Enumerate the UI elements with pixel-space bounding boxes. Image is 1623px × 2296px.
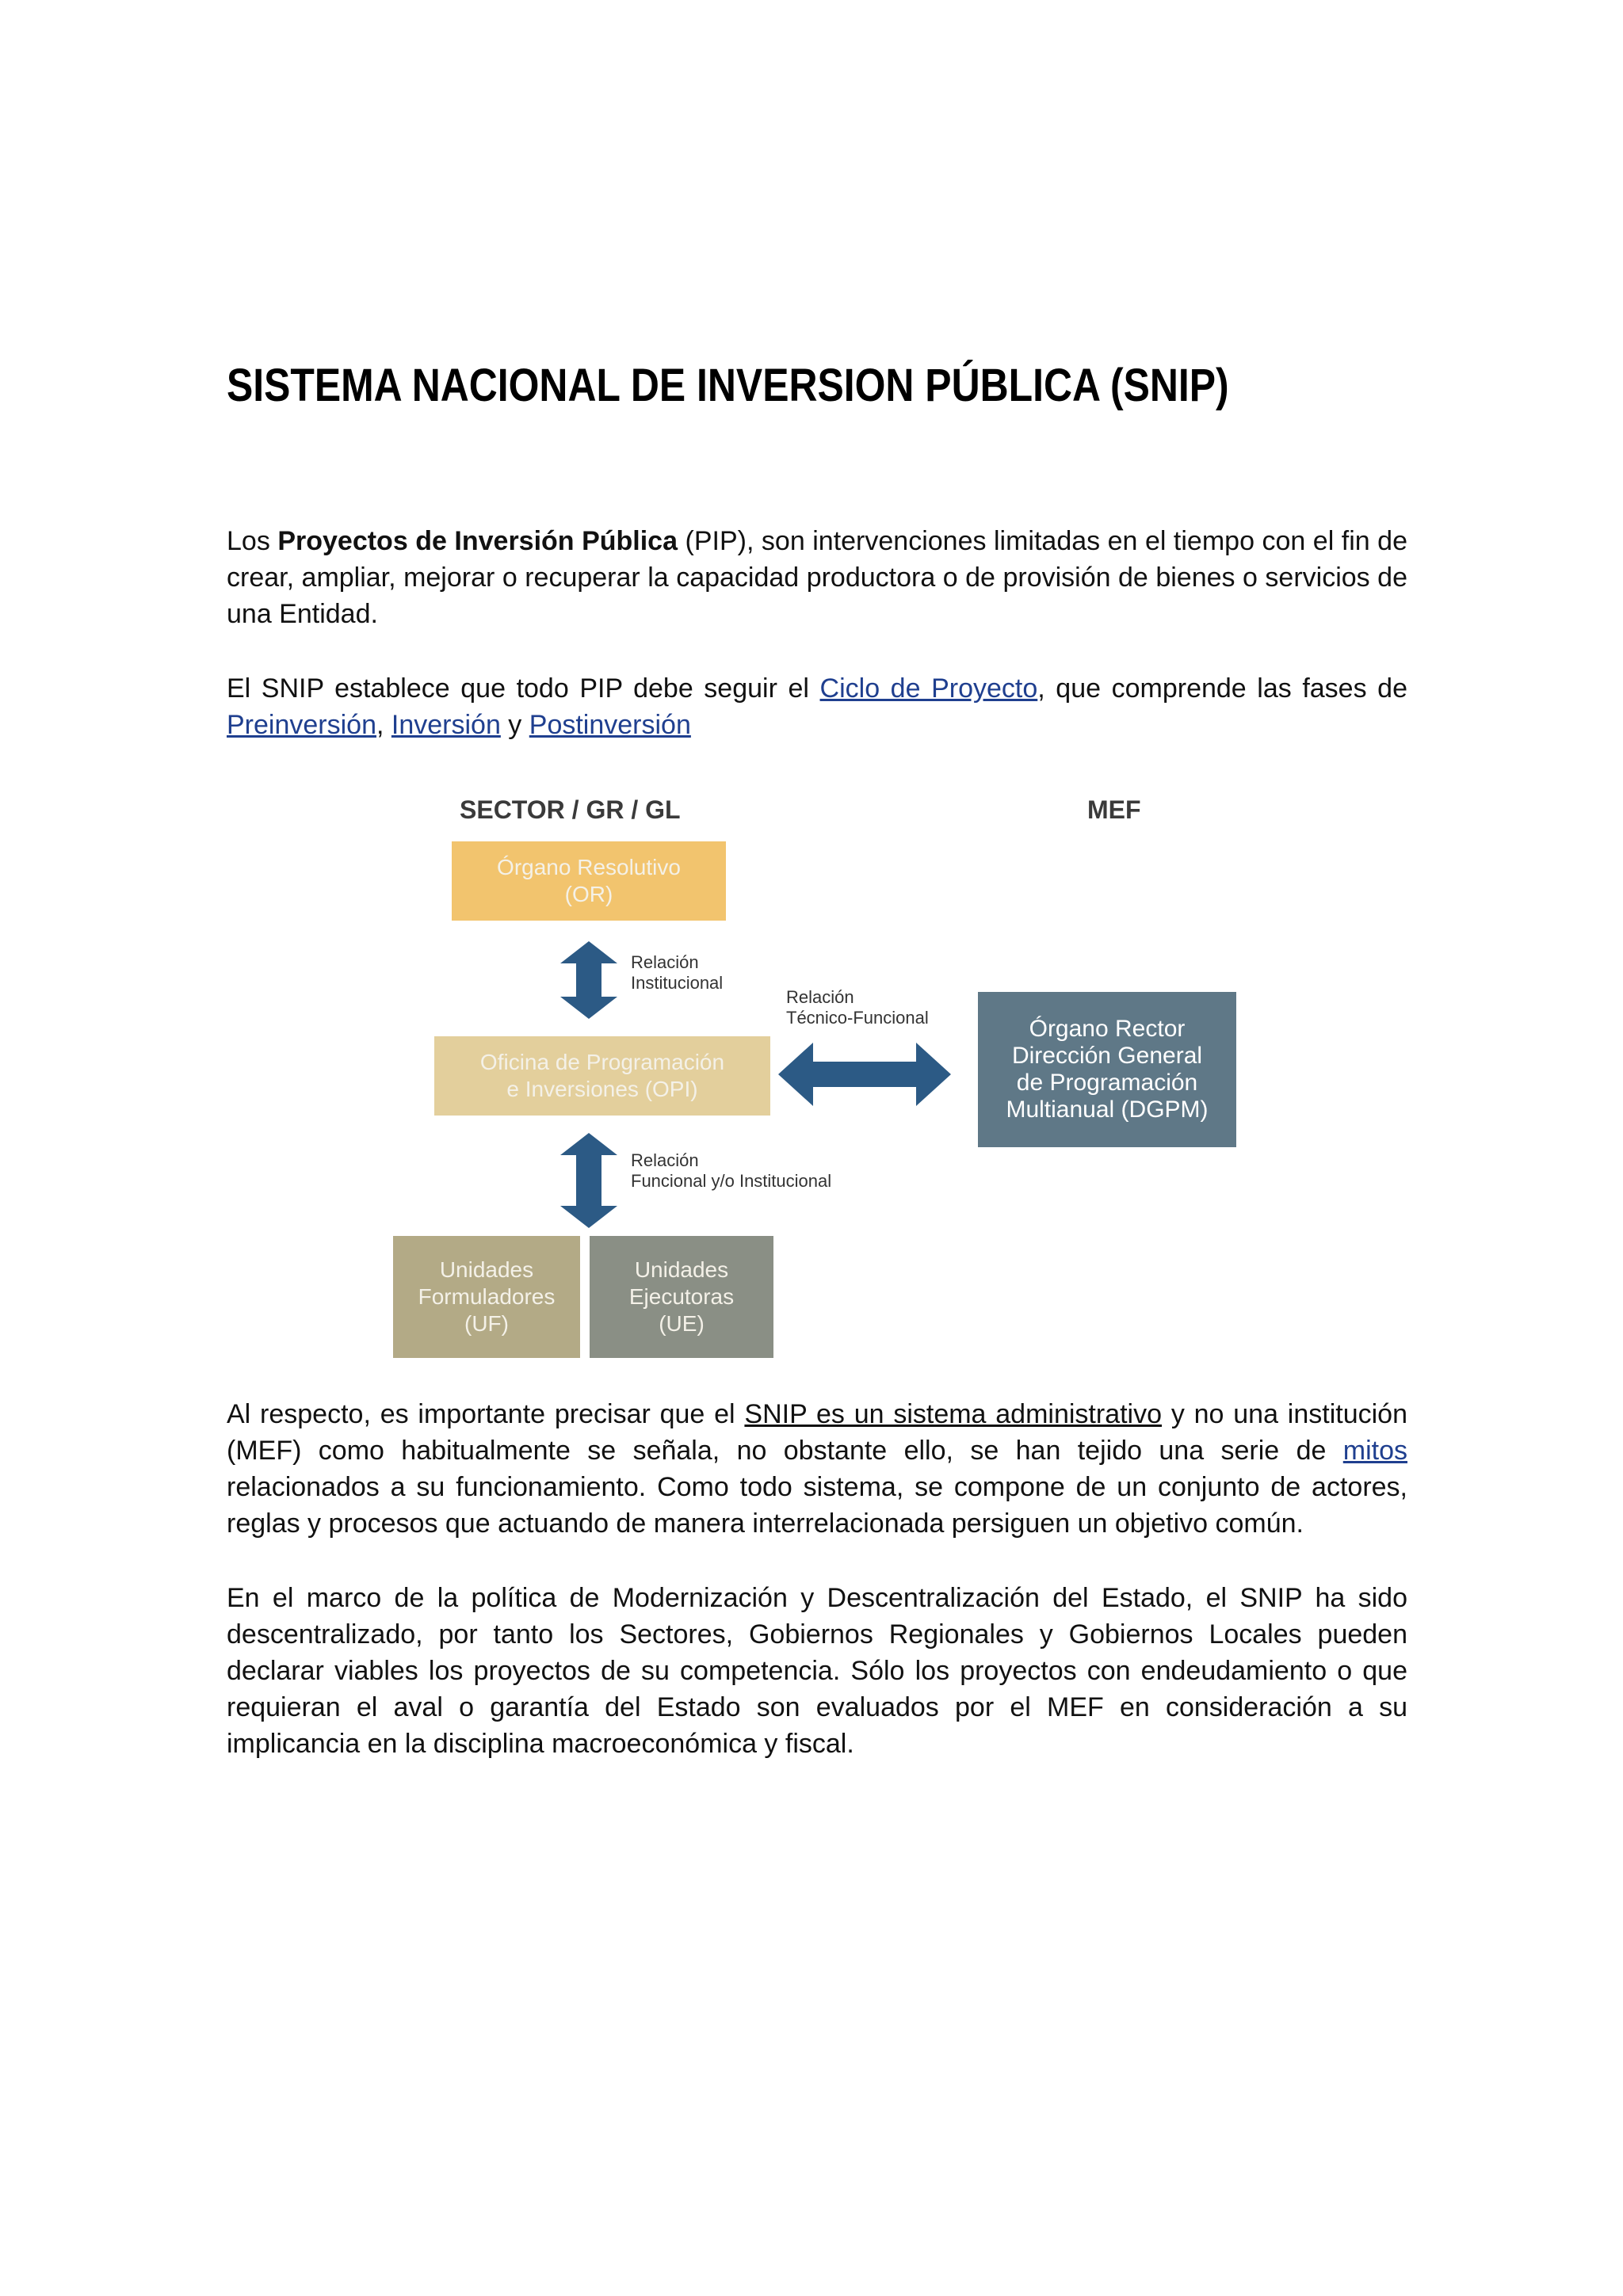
label-text: Relación <box>786 987 854 1007</box>
box-text: Unidades <box>439 1257 534 1282</box>
text-segment: Los <box>227 526 278 556</box>
header-sector-gr-gl: SECTOR / GR / GL <box>460 795 681 824</box>
box-text: Órgano Rector <box>1029 1016 1186 1042</box>
arrow-opi-rector <box>778 1043 951 1106</box>
label-relacion-funcional-institucional <box>631 1150 831 1192</box>
box-text: Multianual (DGPM) <box>1006 1097 1209 1123</box>
box-text: Dirección General <box>1011 1043 1203 1069</box>
link-snip-sistema-administrativo[interactable]: SNIP es un sistema administrativo <box>744 1399 1163 1429</box>
snip-structure-diagram <box>393 786 1236 1361</box>
box-text: (OR) <box>564 882 613 906</box>
box-text: Órgano Resolutivo <box>497 855 681 879</box>
box-text: (UE) <box>659 1311 705 1336</box>
link-preinversion[interactable]: Preinversión <box>227 710 376 740</box>
box-text: e Inversiones (OPI) <box>506 1077 698 1101</box>
paragraph-snip-sistema <box>227 1396 1407 1542</box>
paragraph-pip <box>227 523 1407 632</box>
text-segment: El SNIP establece que todo PIP debe seguir el <box>227 673 820 704</box>
text-segment: Al respecto, es importante precisar que el <box>227 1399 745 1429</box>
label-relacion-tecnico-funcional <box>786 987 929 1028</box>
label-text: Funcional y/o Institucional <box>631 1171 832 1191</box>
page-title: SISTEMA NACIONAL DE INVERSION PÚBLICA (SNIP) <box>227 360 1229 411</box>
box-text: (UF) <box>464 1311 509 1336</box>
text-segment: , <box>376 710 391 740</box>
text-segment: relacionados a su funcionamiento. Como todo sistema, se compone de un conjunto de actores, reglas y procesos que actuando de manera interrelacionada persiguen un objetivo común. <box>227 1472 1407 1539</box>
link-postinversion[interactable]: Postinversión <box>529 710 691 740</box>
box-text: Unidades <box>634 1257 729 1282</box>
diagram-arrows <box>393 786 1236 1361</box>
label-text: Institucional <box>631 973 724 993</box>
box-text: Formuladores <box>418 1284 556 1309</box>
label-text: Técnico-Funcional <box>786 1008 929 1028</box>
box-text: Oficina de Programación <box>479 1050 725 1074</box>
link-mitos[interactable]: mitos <box>1342 1436 1407 1466</box>
link-ciclo-de-proyecto[interactable]: Ciclo de Proyecto <box>819 673 1038 704</box>
label-text: Relación <box>631 952 699 972</box>
arrow-or-opi <box>560 941 617 1019</box>
box-text: Ejecutoras <box>628 1284 735 1309</box>
paragraph-descentralizacion: En el marco de la política de Modernización y Descentralización del Estado, el SNIP ha sido descentralizado, por tanto los Sectores, Gobiernos Regionales y Gobiernos Locales pueden declarar viables los proyectos de su competencia. Sólo los proyectos con endeudamiento o que requieran el aval o garantía del Estado son evaluados por el MEF en consideración a su implicancia en la disciplina macroeconómica y fiscal. <box>227 1583 1407 1759</box>
label-relacion-institucional <box>631 952 723 994</box>
text-segment: , que comprende las fases de <box>1037 673 1407 704</box>
link-inversion[interactable]: Inversión <box>391 710 501 740</box>
bold-term: Proyectos de Inversión Pública <box>277 526 678 556</box>
text-segment: y no una institución (MEF) como habitualmente se señala, no obstante ello, se han tejido una serie de <box>227 1399 1407 1466</box>
arrow-opi-unidades <box>560 1133 617 1228</box>
text-segment: (PIP), son intervenciones limitadas en el tiempo con el fin de crear, ampliar, mejorar o recuperar la capacidad productora o de provisión de bienes o servicios de una Entidad. <box>227 526 1408 629</box>
header-mef: MEF <box>1087 795 1141 824</box>
text-segment: y <box>500 710 529 740</box>
paragraph-ciclo <box>227 670 1407 743</box>
box-text: de Programación <box>1016 1070 1198 1096</box>
label-text: Relación <box>631 1150 699 1170</box>
